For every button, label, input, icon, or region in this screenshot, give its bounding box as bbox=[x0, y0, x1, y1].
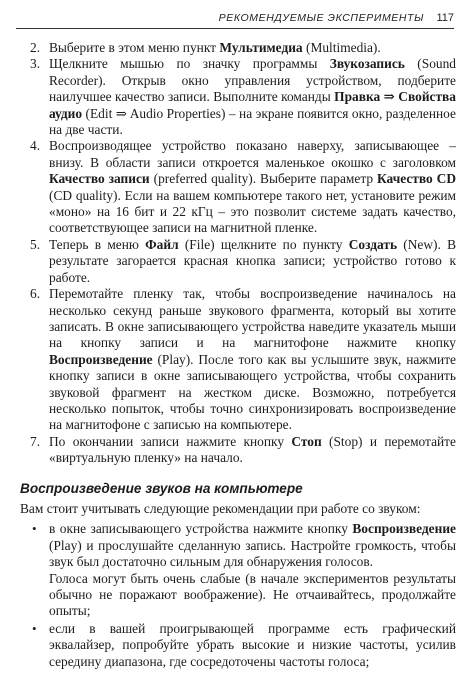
list-item bbox=[30, 56, 456, 138]
section-intro: Вам стоит учитывать следующие рекомендации при работе со звуком: bbox=[20, 500, 421, 516]
term-bold: Качество CD bbox=[377, 171, 457, 187]
step-text: (New). В результате загорается красная кнопка записи; устройство готово к работе. bbox=[49, 236, 456, 285]
term-bold: Правка ⇒ Свойства аудио bbox=[49, 89, 456, 121]
list-item bbox=[30, 621, 456, 670]
step-text: Воспроизводящее устройство показано наверху, записывающее – внизу. В области записи откроется маленькое окошко с заголовком bbox=[49, 138, 456, 170]
term-bold: Стоп bbox=[291, 433, 322, 449]
term-bold: Мультимедиа bbox=[219, 40, 303, 55]
step-text: (preferred quality). Выберите параметр bbox=[149, 171, 377, 187]
step-text: (Edit ⇒ Audio Properties) – на экране появится окно, разделенное на две части. bbox=[49, 105, 456, 138]
step-number: 6. bbox=[30, 286, 41, 302]
page-number: 117 bbox=[436, 12, 454, 24]
term-bold: Качество записи bbox=[49, 171, 150, 187]
body-text bbox=[20, 40, 457, 671]
step-number: 3. bbox=[30, 56, 41, 72]
list-item bbox=[30, 434, 456, 467]
step-number: 7. bbox=[30, 433, 41, 449]
list-item bbox=[30, 521, 456, 619]
section-heading: Воспроизведение звуков на компьютере bbox=[20, 480, 303, 496]
step-number: 4. bbox=[30, 138, 41, 154]
term-bold: Создать bbox=[348, 236, 398, 252]
step-text: (Sound Recorder). Открыв окно управления устройством, подберите наилучшее качество записи. Выполните команды bbox=[49, 56, 456, 105]
bullet-icon: • bbox=[32, 620, 37, 636]
bullet-subparagraph: Голоса могут быть очень слабые (в начале экспериментов результаты обычно не поражают воображение). Не отчаивайтесь, продолжайте опыты; bbox=[49, 570, 456, 619]
list-item bbox=[30, 40, 456, 56]
step-text: (CD quality). Если на вашем компьютере такого нет, установите режим «моно» на 16 бит и 22 кГц – это позволит системе задать качество, соответствующее записи на магнитной пленке. bbox=[49, 187, 456, 236]
term-bold: Воспроизведение bbox=[49, 351, 153, 367]
bullet-icon: • bbox=[32, 521, 37, 537]
bullet-text: в окне записывающего устройства нажмите кнопку bbox=[49, 521, 353, 537]
bullet-text: если в вашей проигрывающей программе есть графический эквалайзер, попробуйте убрать высокие и низкие частоты, усилив середину диапазона, где сосредоточены частоты голоса; bbox=[49, 620, 456, 669]
step-number: 5. bbox=[30, 236, 41, 252]
step-number: 2. bbox=[30, 40, 41, 55]
step-text: (File) щелкните по пункту bbox=[178, 236, 349, 252]
bullet-text: (Play) и прослушайте сделанную запись. Настройте громкость, чтобы звук был достаточно сильным для обнаружения голосов. bbox=[49, 537, 456, 570]
running-header bbox=[16, 4, 454, 29]
list-item bbox=[30, 138, 456, 236]
term-bold: Файл bbox=[145, 236, 179, 252]
list-item bbox=[30, 237, 456, 286]
term-bold: Воспроизведение bbox=[352, 521, 456, 537]
running-header-title: РЕКОМЕНДУЕМЫЕ ЭКСПЕРИМЕНТЫ bbox=[218, 12, 424, 24]
step-text: (Play). После того как вы услышите звук, нажмите кнопку записи в окне записывающего устройства, чтобы сохранить звуковой фрагмент на жестком диске. Возможно, потребуется несколько попыток, чтобы точно синхронизировать воспроизведение на магнитофоне с записью на компьютере. bbox=[49, 351, 456, 433]
step-text: По окончании записи нажмите кнопку bbox=[49, 433, 292, 449]
step-text: Перемотайте пленку так, чтобы воспроизведение начиналось на несколько секунд раньше звукового фрагмента, который вы хотите записать. В окне записывающего устройства наведите указатель мыши на кнопку записи и на магнитофоне нажмите кнопку bbox=[49, 286, 456, 351]
step-text: (Multimedia). bbox=[302, 40, 381, 55]
list-item bbox=[30, 286, 456, 434]
bullet-list bbox=[30, 521, 456, 670]
numbered-steps bbox=[30, 40, 456, 467]
step-text: (Stop) и перемотайте «виртуальную пленку» на начало. bbox=[49, 433, 456, 466]
term-bold: Звукозапись bbox=[329, 56, 405, 72]
step-text: Щелкните мышью по значку программы bbox=[49, 56, 330, 72]
step-text: Выберите в этом меню пункт bbox=[49, 40, 220, 55]
step-text: Теперь в меню bbox=[49, 236, 146, 252]
